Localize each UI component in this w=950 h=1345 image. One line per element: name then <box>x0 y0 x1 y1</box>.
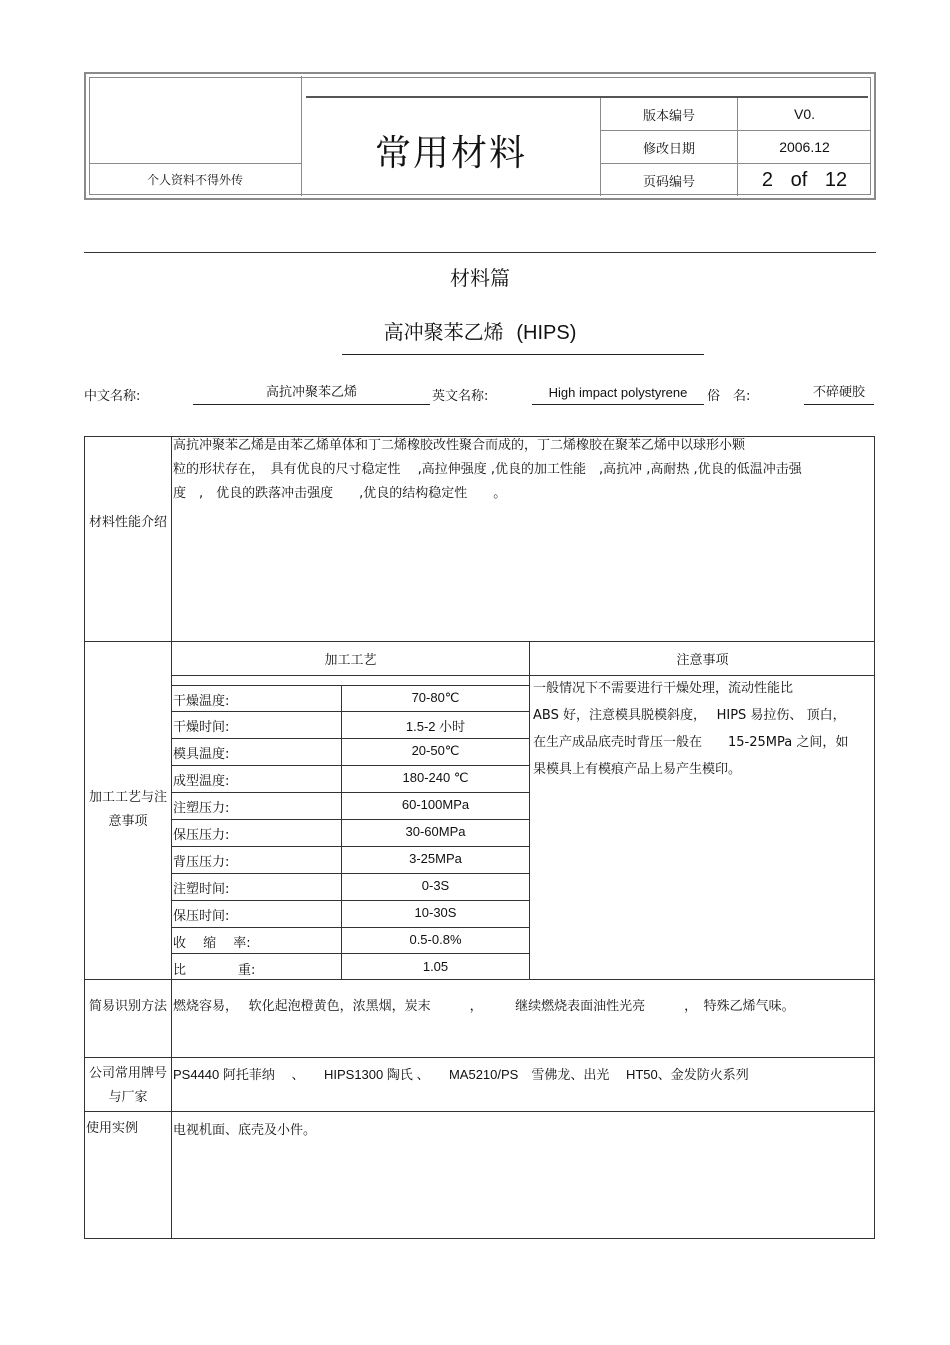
param-value: 0-3S <box>421 878 450 893</box>
table-rule <box>84 1057 875 1058</box>
table-rule <box>84 979 875 980</box>
page-number-label: 页码编号 <box>642 174 695 190</box>
param-name: 比 重: <box>173 963 256 978</box>
table-rule <box>172 765 529 766</box>
version-label: 版本编号 <box>642 108 695 124</box>
param-name: 保压时间: <box>173 909 230 924</box>
material-title-underline <box>342 354 704 355</box>
revision-date-value: 2006.12 <box>779 139 830 155</box>
param-value: 60-100MPa <box>401 797 470 812</box>
table-rule <box>172 927 529 928</box>
properties-text: 高抗冲聚苯乙烯是由苯乙烯单体和丁二烯橡胶改性聚合而成的，丁二烯橡胶在聚苯乙烯中以球形小颗 粒的形状存在， 具有优良的尺寸稳定性 ,高拉伸强度 ,优良的加工性能 ,高抗冲 ,高耐热 ,优良的低温冲击强 度 , 优良的跌落冲击强度 ,优良的结构稳定性 。 <box>173 438 802 501</box>
param-value: 30-60MPa <box>405 824 466 839</box>
en-name-value: High impact polystyrene <box>532 383 704 405</box>
table-rule <box>172 873 529 874</box>
usage-text: 电视机面、底壳及小件。 <box>173 1123 317 1138</box>
param-value: 1.05 <box>422 959 449 974</box>
en-name-label: 英文名称: <box>432 389 489 404</box>
usage-label: 使用实例 <box>86 1121 139 1136</box>
param-value: 0.5-0.8% <box>409 932 462 947</box>
process-notes-text: 一般情况下不需要进行干燥处理，流动性能比 ABS 好，注意模具脱模斜度， HIPS 易拉伤、 顶白， 在生产成品底壳时背压一般在 15-25MPa 之间，如 果模具上有模痕产品上易产生模印。 <box>533 681 849 777</box>
identification-text: 燃烧容易， 软化起泡橙黄色，浓黑烟，炭末 ， 继续燃烧表面油性光亮 ， 特殊乙烯气味。 <box>173 999 795 1014</box>
confidential-note: 个人资料不得外传 <box>146 172 243 187</box>
table-rule <box>172 792 529 793</box>
notes-column-header: 注意事项 <box>676 653 729 668</box>
param-value: 70-80℃ <box>411 690 460 705</box>
param-name: 注塑压力: <box>173 801 230 816</box>
param-name: 注塑时间: <box>173 882 230 897</box>
table-rule <box>172 846 529 847</box>
material-title-en: (HIPS) <box>516 322 577 344</box>
param-name: 干燥温度: <box>173 694 230 709</box>
cn-name-label: 中文名称: <box>84 389 141 404</box>
param-value: 180-240 ℃ <box>402 770 469 785</box>
table-rule <box>172 953 529 954</box>
param-value: 20-50℃ <box>411 743 460 758</box>
table-rule <box>171 436 172 1239</box>
brands-text: PS4440 阿托菲纳 、 HIPS1300 陶氏 、 MA5210/PS 雪佛龙、出光 HT50、金发防火系列 <box>173 1067 749 1082</box>
table-rule <box>84 1111 875 1112</box>
version-value: V0. <box>793 106 815 122</box>
document-title: 常用材料 <box>374 132 527 174</box>
table-rule <box>172 685 529 686</box>
page-number-value: 2 of 12 <box>761 168 848 191</box>
material-title <box>84 316 876 345</box>
material-title-cn: 高冲聚苯乙烯 <box>383 320 504 344</box>
properties-label: 材料性能介绍 <box>88 515 167 530</box>
table-rule <box>172 711 529 712</box>
param-name: 模具温度: <box>173 747 230 762</box>
table-rule <box>172 900 529 901</box>
revision-date-label: 修改日期 <box>642 141 695 157</box>
common-name-label: 俗 名: <box>707 389 751 404</box>
process-label: 加工工艺与注意事项 <box>88 790 167 829</box>
common-name-value: 不碎硬胶 <box>804 383 874 405</box>
section-title: 材料篇 <box>450 266 510 290</box>
param-name: 收 缩 率: <box>173 936 251 951</box>
brands-label: 公司常用牌号与厂家 <box>88 1066 167 1105</box>
identification-label: 简易识别方法 <box>88 999 167 1014</box>
param-name: 背压压力: <box>173 855 230 870</box>
param-value: 3-25MPa <box>409 851 462 866</box>
param-name: 保压压力: <box>173 828 230 843</box>
table-rule <box>529 642 530 979</box>
table-rule <box>172 738 529 739</box>
param-name: 成型温度: <box>173 774 230 789</box>
section-rule <box>84 252 876 253</box>
cn-name-value: 高抗冲聚苯乙烯 <box>193 383 430 405</box>
param-value: 1.5-2 小时 <box>405 719 466 734</box>
process-column-header: 加工工艺 <box>324 653 377 668</box>
param-value: 10-30S <box>414 905 457 920</box>
table-rule <box>172 819 529 820</box>
param-name: 干燥时间: <box>173 720 230 735</box>
